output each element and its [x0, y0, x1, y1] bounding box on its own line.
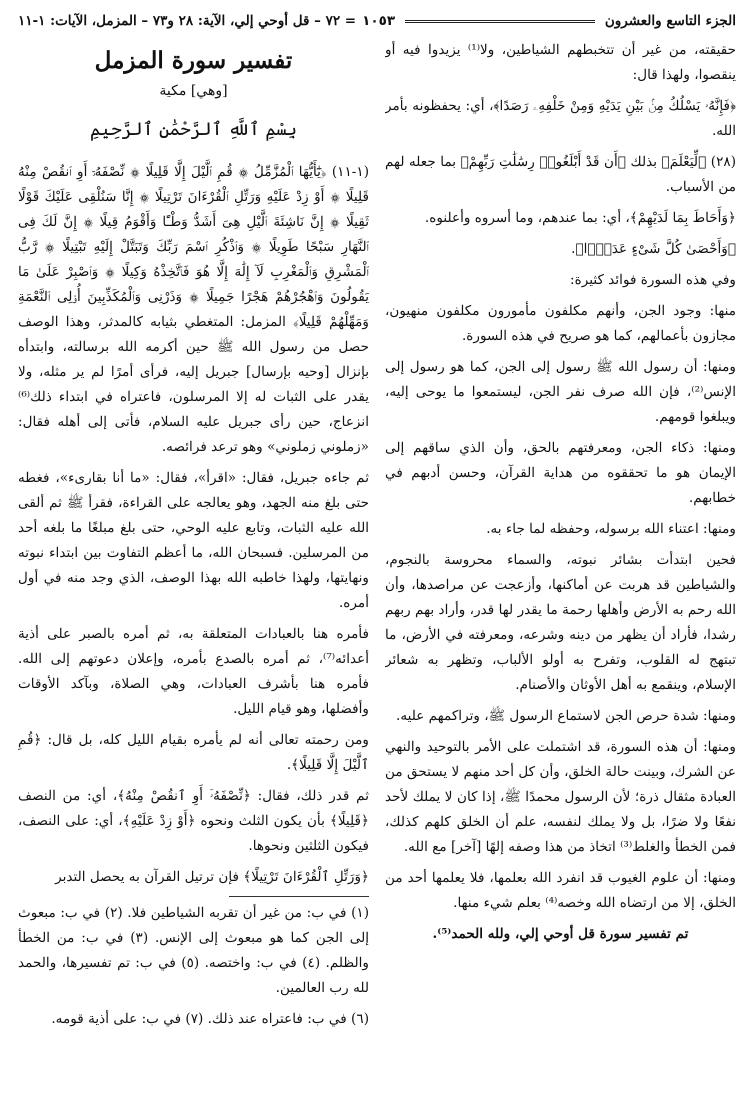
- paragraph: ثم قدر ذلك، فقال: ﴿نِّصْفَهُۥٓ أَوِ ٱنقُصْ مِنْهُ﴾، أي: من النصف ﴿قَلِيلًا﴾ بأن يكون الثلث ونحوه ﴿أَوْ زِدْ عَلَيْهِ﴾، أي: على النصف، فيكون الثلثين ونحوها.: [18, 788, 369, 854]
- paragraph: ﴿وَرَتِّلِ ٱلْقُرْءَانَ تَرْتِيلًا﴾ فإن ترتيل القرآن به يحصل التدبر: [55, 869, 369, 885]
- paragraph: ومن رحمته تعالى أنه لم يأمره بقيام الليل كله، بل قال: ﴿قُمِ ٱلَّيْلَ إِلَّا قَلِيلًا﴾.: [18, 732, 369, 773]
- surah-title: تفسير سورة المزمل: [94, 47, 293, 74]
- paragraph: فحين ابتدأت بشائر نبوته، والسماء محروسة بالنجوم، والشياطين قد هربت عن أماكنها، وأزعجت عن مراصدها، وأن الله رحم به الأرض وأهلها رحمة ما يقدر لها قدر، وأراد بهم ربهم رشدا، فأراد أن يظهر من دينه وشرعه، ومعرفته في الأرض، ما تبتهج له القلوب، وتفرح به أولو الألباب، وتظهر به شعائر الإسلام، وينقمع به أهل الأوثان والأصنام.: [385, 552, 736, 693]
- paragraph: ﴿وَأَحَاطَ بِمَا لَدَيْهِمْ﴾، أي: بما عندهم، وما أسروه وأعلنوه.: [424, 210, 736, 226]
- footnote-rule: [229, 896, 369, 897]
- page-number: ١٠٥٣: [362, 13, 396, 29]
- paragraph: ومنها: أن هذه السورة، قد اشتملت على الأمر بالتوحيد والنهي عن الشرك، وبينت حالة الخلق، وأن كل أحد منهم لا يستحق من العبادة مثقال ذرة؛ لأن الرسول محمدًا ﷺ، إذا كان لا يملك لأحد نفعًا ولا ضرًا، بل ولا يملك لنفسه، علم أن الخلق كلهم كذلك، فمن الخطأ والغلط⁽³⁾ اتخاذ من هذا وصفه إلهًا [آخر] مع الله.: [385, 739, 736, 855]
- surah-end-line: تم تفسير سورة قل أوحي إلي، ولله الحمد⁽⁵⁾.: [432, 926, 689, 942]
- running-header: [18, 10, 736, 32]
- paragraph: ومنها: ذكاء الجن، ومعرفتهم بالحق، وأن الذي ساقهم إلى الإيمان هو ما تحققوه من هداية القرآن، وحسن أدبهم في خطابهم.: [385, 440, 736, 506]
- surah-subtitle: [وهي] مكية: [159, 83, 228, 99]
- footnote: (٦) في ب: فاعتراه عند ذلك. (٧) في ب: على أذية قومه.: [51, 1011, 369, 1027]
- paragraph: ﴿وَأَحْصَىٰ كُلَّ شَىْءٍ عَدَدًۢا﴾.: [571, 241, 736, 257]
- paragraph: ومنها: أن رسول الله ﷺ رسول إلى الجن، كما هو رسول إلى الإنس⁽²⁾، فإن الله صرف نفر الجن، ليستمعوا ما يوحى إليه، ويبلغوا قومهم.: [385, 359, 736, 425]
- paragraph: ثم جاءه جبريل، فقال: «اقرأ»، فقال: «ما أنا بقارىء»، فغطه حتى بلغ منه الجهد، وهو يعالجه على القراءة، فقرأ ﷺ ثم ألقى الله عليه الثبات، وتابع عليه الوحي، حتى بلغ مبلغًا ما بلغه أحد من المرسلين. فسبحان الله، ما أعظم التفاوت بين ابتداء نبوته ونهايتها، ولهذا خاطبه الله بهذا الوصف، الذي وجد منه في أول أمره.: [18, 470, 369, 611]
- paragraph: منها: وجود الجن، وأنهم مكلفون مأمورون مكلفون منهيون، مجازون بأعمالهم، كما هو صريح في هذه السورة.: [385, 303, 736, 344]
- surah-reference: = ٧٢ – قل أوحي إلي، الآية: ٢٨ و٧٣ – المزمل، الآيات: ١-١١: [18, 13, 357, 29]
- right-column: [385, 38, 736, 1038]
- footnotes: [18, 901, 369, 1032]
- footnote: (١) في ب: من غير أن تقربه الشياطين فلا. (٢) في ب: مبعوث إلى الجن كما هو مبعوث إلى الإنس. (٣) في ب: من الخطأ والظلم. (٤) في ب: واختصه. (٥) في ب: تم تفسيرها، والحمد لله رب العالمين.: [18, 905, 369, 996]
- paragraph: (١-١١) ﴿يَٰٓأَيُّهَا ٱلْمُزَّمِّلُ ۞ قُمِ ٱلَّيْلَ إِلَّا قَلِيلًا ۞ نِّصْفَهُۥٓ أَوِ ٱنقُصْ مِنْهُ قَلِيلًا ۞ أَوْ زِدْ عَلَيْهِ وَرَتِّلِ ٱلْقُرْءَانَ تَرْتِيلًا ۞ إِنَّا سَنُلْقِى عَلَيْكَ قَوْلًا ثَقِيلًا ۞ إِنَّ نَاشِئَةَ ٱلَّيْلِ هِىَ أَشَدُّ وَطْـًٔا وَأَقْوَمُ قِيلًا ۞ إِنَّ لَكَ فِى ٱلنَّهَارِ سَبْحًا طَوِيلًا ۞ وَٱذْكُرِ ٱسْمَ رَبِّكَ وَتَبَتَّلْ إِلَيْهِ تَبْتِيلًا ۞ رَّبُّ ٱلْمَشْرِقِ وَٱلْمَغْرِبِ لَآ إِلَٰهَ إِلَّا هُوَ فَٱتَّخِذْهُ وَكِيلًا ۞ وَٱصْبِرْ عَلَىٰ مَا يَقُولُونَ وَٱهْجُرْهُمْ هَجْرًا جَمِيلًا ۞ وَذَرْنِى وَٱلْمُكَذِّبِينَ أُو۟لِى ٱلنَّعْمَةِ وَمَهِّلْهُمْ قَلِيلًا﴾ المزمل: المتغطي بثيابه كالمدثر، وهذا الوصف حصل من رسول الله ﷺ حين أكرمه الله برسالته، وابتدأه بإنزال [وحيه بإرسال] جبريل إليه، فرأى أمرًا لم ير مثله، ولا يقدر على الثبات له إلا المرسلون، فاعتراه في ابتداء ذلك⁽⁶⁾ انزعاج، حين رأى جبريل عليه السلام، فأتى إلى أهله فقال: «زملوني زملوني» وهو ترعد فرائصه.: [18, 164, 369, 455]
- paragraph: وفي هذه السورة فوائد كثيرة:: [570, 272, 736, 288]
- paragraph: (٢٨) ﴿لِّيَعْلَمَ﴾ بذلك ﴿أَن قَدْ أَبْلَغُوا۟ رِسَٰلَٰتِ رَبِّهِمْ﴾ بما جعله لهم من الأسباب.: [385, 154, 736, 195]
- paragraph: ﴿فَإِنَّهُۥ يَسْلُكُ مِنۢ بَيْنِ يَدَيْهِ وَمِنْ خَلْفِهِۦ رَصَدًا﴾، أي: يحفظونه بأمر الله.: [385, 98, 736, 139]
- paragraph: ومنها: اعتناء الله برسوله، وحفظه لما جاء به.: [486, 521, 736, 537]
- part-label: الجزء التاسع والعشرون: [604, 13, 736, 29]
- paragraph: ومنها: أن علوم الغيوب قد انفرد الله بعلمها، فلا يعلمها أحد من الخلق، إلا من ارتضاه الله وخصه⁽⁴⁾ بعلم شيء منها.: [385, 870, 736, 911]
- paragraph: حقيقته، من غير أن تتخبطهم الشياطين، ولا⁽¹⁾ يزيدوا فيه أو ينقصوا، ولهذا قال:: [385, 42, 736, 83]
- paragraph: فأمره هنا بالعبادات المتعلقة به، ثم أمره بالصبر على أذية أعدائه⁽⁷⁾، ثم أمره بالصدع بأمره، وإعلان دعوتهم إلى الله. فأمره هنا بأشرف العبادات، وهي الصلاة، وبآكد الأوقات وأفضلها، وهو قيام الليل.: [18, 626, 369, 717]
- left-column: [18, 38, 369, 1038]
- header-rule: [405, 20, 595, 23]
- paragraph: ومنها: شدة حرص الجن لاستماع الرسول ﷺ، وتراكمهم عليه.: [396, 708, 736, 724]
- basmala: بِسْمِ ٱللَّهِ ٱلرَّحْمَٰنِ ٱلرَّحِيمِ: [89, 119, 297, 140]
